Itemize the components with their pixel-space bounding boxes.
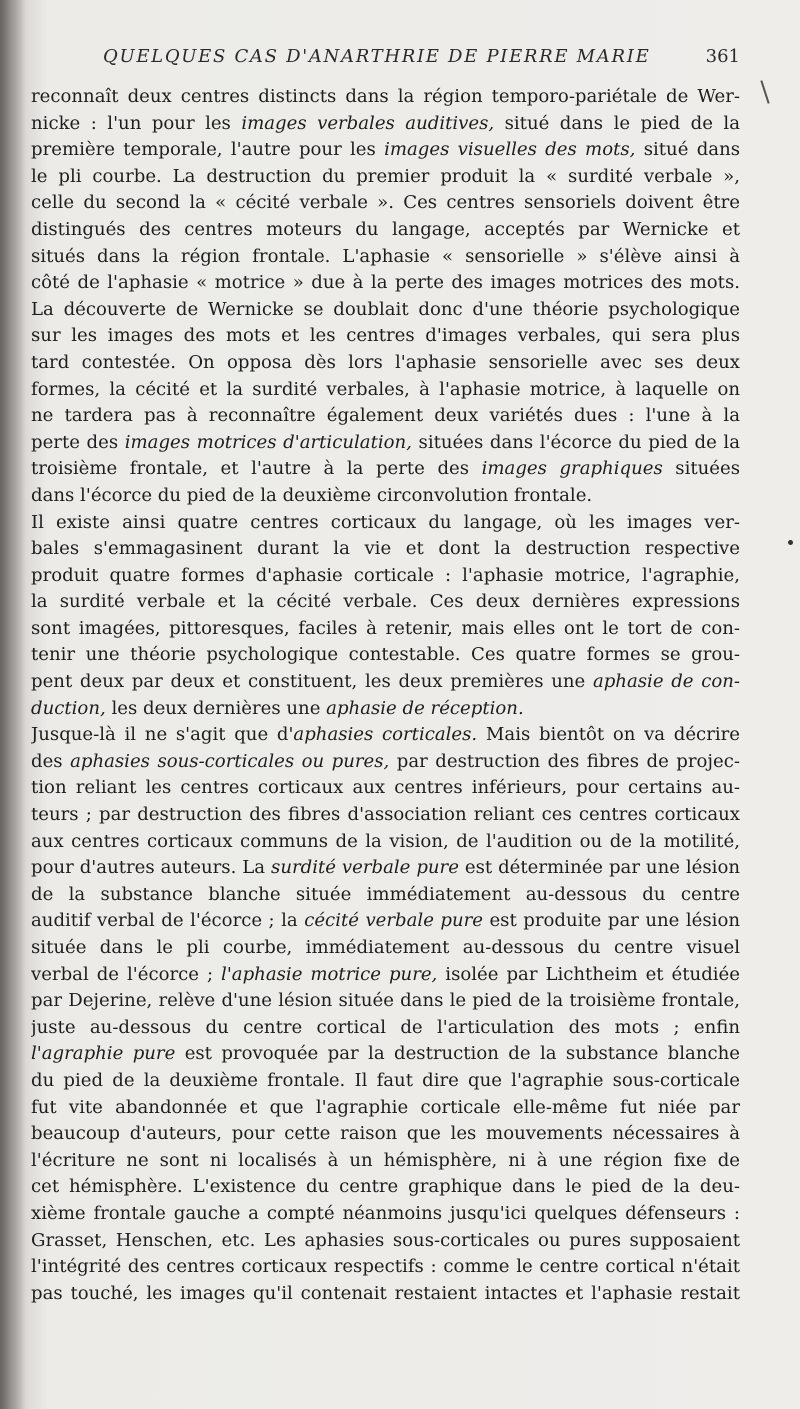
text-line xyxy=(31,1068,740,1095)
text-segment: par destruction des fibres de projec- xyxy=(389,750,740,772)
text-segment: fut vite abandonnée et que l'agraphie corticale elle-même fut niée par xyxy=(31,1096,740,1118)
text-segment: ne tardera pas à reconnaître également deux variétés dues : l'une à la xyxy=(31,405,740,427)
text-line xyxy=(31,1095,740,1122)
text-line xyxy=(31,164,740,191)
text-segment: dans l'écorce du pied de la deuxième circonvolution frontale. xyxy=(31,484,593,506)
text-segment: reconnaît deux centres distincts dans la région temporo-pariétale de Wer- xyxy=(31,86,740,107)
text-segment: Il existe ainsi quatre centres corticaux du langage, où les images ver- xyxy=(31,511,740,533)
text-segment: du pied de la deuxième frontale. Il faut dire que l'agraphie sous-corticale xyxy=(31,1069,740,1091)
italic-text-segment: images graphiques xyxy=(481,458,663,480)
text-segment: des xyxy=(31,750,71,772)
text-segment: bales s'emmagasinent durant la vie et dont la destruction respective xyxy=(31,538,740,560)
text-line xyxy=(31,642,740,669)
italic-text-segment: l'aphasie motrice pure, xyxy=(221,963,438,985)
italic-text-segment: images visuelles des mots, xyxy=(384,139,636,161)
text-segment: beaucoup d'auteurs, pour cette raison que les mouvements nécessaires à xyxy=(31,1123,740,1145)
text-segment: aux centres corticaux communs de la vision, de l'audition ou de la motilité, xyxy=(31,830,740,852)
text-segment: juste au-dessous du centre cortical de l'articulation des mots ; enfin xyxy=(31,1016,740,1038)
text-segment: sont imagées, pittoresques, faciles à retenir, mais elles ont le tort de con- xyxy=(31,617,740,639)
text-line xyxy=(31,244,740,271)
pencil-mark xyxy=(760,80,769,103)
text-segment: pour d'autres auteurs. La xyxy=(31,857,272,879)
text-line xyxy=(31,908,740,935)
text-line xyxy=(31,802,740,829)
text-line xyxy=(31,350,740,377)
text-line xyxy=(31,775,740,802)
text-segment: située dans le pli courbe, immédiatement au-dessous du centre visuel xyxy=(31,937,740,958)
text-line xyxy=(31,1281,740,1308)
italic-text-segment: cécité verbale pure xyxy=(304,910,483,932)
italic-text-segment: surdité verbale pure xyxy=(271,857,459,879)
body-text xyxy=(31,84,740,1307)
text-segment: tenir une théorie psychologique contestable. Ces quatre formes se grou- xyxy=(31,644,740,666)
text-segment: tard contestée. On opposa dès lors l'aphasie sensorielle avec ses deux xyxy=(31,351,740,373)
text-line xyxy=(31,111,740,138)
italic-text-segment: l'agraphie pure xyxy=(31,1043,176,1065)
text-line xyxy=(31,616,740,643)
text-segment: auditif verbal de l'écorce ; la xyxy=(31,910,305,932)
text-line xyxy=(31,377,740,404)
text-segment: situé dans xyxy=(635,139,740,161)
text-segment: pent deux par deux et constituent, les deux premières une xyxy=(31,671,593,693)
text-segment: est déterminée par une lésion xyxy=(458,857,740,879)
text-line xyxy=(31,988,740,1015)
text-segment: côté de l'aphasie « motrice » due à la perte des images motrices des mots. xyxy=(31,272,740,294)
text-segment: La découverte de Wernicke se doublait donc d'une théorie psychologique xyxy=(31,298,740,320)
text-segment: pas touché, les images qu'il contenait restaient intactes et l'aphasie restait xyxy=(31,1282,740,1304)
text-line xyxy=(31,722,740,749)
text-segment: la surdité verbale et la cécité verbale. Ces deux dernières expressions xyxy=(31,591,740,613)
text-segment: isolée par Lichtheim et étudiée xyxy=(437,963,740,985)
italic-text-segment: images verbales auditives, xyxy=(241,112,495,134)
text-segment: le pli courbe. La destruction du premier produit la « surdité verbale », xyxy=(31,165,740,187)
text-line xyxy=(31,669,740,696)
text-line xyxy=(31,270,740,297)
text-segment: Grasset, Henschen, etc. Les aphasies sous-corticales ou pures supposaient xyxy=(31,1229,740,1251)
italic-text-segment: aphasies sous-corticales ou pures, xyxy=(70,750,390,772)
text-line xyxy=(31,935,740,962)
text-line xyxy=(31,962,740,989)
text-segment: l'intégrité des centres corticaux respectifs : comme le centre cortical n'était xyxy=(31,1256,740,1278)
text-segment: tion reliant les centres corticaux aux centres inférieurs, pour certains au- xyxy=(31,777,740,799)
text-segment: troisième frontale, et l'autre à la perte des xyxy=(31,458,482,480)
text-line xyxy=(31,1201,740,1228)
text-segment: xième frontale gauche a compté néanmoins jusqu'ici quelques défenseurs : xyxy=(31,1202,740,1224)
text-line xyxy=(31,855,740,882)
text-segment: est provoquée par la destruction de la substance blanche xyxy=(175,1043,740,1065)
text-segment: l'écriture ne sont ni localisés à un hémisphère, ni à une région fixe de xyxy=(31,1149,740,1171)
text-segment: Mais bientôt on va décrire xyxy=(477,724,740,746)
text-line xyxy=(31,217,740,244)
text-segment: produit quatre formes d'aphasie corticale : l'aphasie motrice, l'agraphie, xyxy=(31,564,740,586)
text-segment: sur les images des mots et les centres d'images verbales, qui sera plus xyxy=(31,325,740,347)
italic-text-segment: aphasie de réception. xyxy=(326,697,524,719)
text-line xyxy=(31,749,740,776)
text-segment: de la substance blanche située immédiatement au-dessous du centre xyxy=(31,883,740,905)
text-segment: situés dans la région frontale. L'aphasie « sensorielle » s'élève ainsi à xyxy=(31,245,740,267)
text-line xyxy=(31,1041,740,1068)
text-segment: teurs ; par destruction des fibres d'association reliant ces centres corticaux xyxy=(31,804,740,826)
text-line xyxy=(31,510,740,537)
page-number: 361 xyxy=(705,46,740,67)
text-line xyxy=(31,430,740,457)
ink-spot xyxy=(788,540,793,545)
text-line xyxy=(31,696,740,723)
text-line xyxy=(31,589,740,616)
italic-text-segment: aphasies corticales. xyxy=(293,724,478,746)
text-line xyxy=(31,563,740,590)
binding-shadow xyxy=(0,0,26,1409)
text-segment: formes, la cécité et la surdité verbales, à l'aphasie motrice, à laquelle on xyxy=(31,378,740,400)
text-line xyxy=(31,1148,740,1175)
text-line xyxy=(31,1121,740,1148)
running-title: QUELQUES CAS D'ANARTHRIE DE PIERRE MARIE xyxy=(103,46,651,67)
text-segment: cet hémisphère. L'existence du centre graphique dans le pied de la deu- xyxy=(31,1176,740,1198)
text-segment: Jusque-là il ne s'agit que d' xyxy=(31,724,294,746)
text-line xyxy=(31,84,740,111)
text-line xyxy=(31,1015,740,1042)
text-segment: situées dans l'écorce du pied de la xyxy=(411,431,740,453)
text-line xyxy=(31,483,740,510)
italic-text-segment: duction, xyxy=(31,697,106,719)
text-line xyxy=(31,882,740,909)
text-line xyxy=(31,403,740,430)
text-segment: nicke : l'un pour les xyxy=(31,112,242,134)
text-segment: distingués des centres moteurs du langage, acceptés par Wernicke et xyxy=(31,218,740,240)
text-segment: verbal de l'écorce ; xyxy=(31,963,222,985)
text-line xyxy=(31,297,740,324)
text-line xyxy=(31,829,740,856)
text-line xyxy=(31,323,740,350)
page-header xyxy=(103,46,763,72)
text-line xyxy=(31,1174,740,1201)
text-line xyxy=(31,1228,740,1255)
text-segment: perte des xyxy=(31,431,125,453)
text-line xyxy=(31,190,740,217)
italic-text-segment: aphasie de con- xyxy=(592,671,740,693)
text-segment: est produite par une lésion xyxy=(482,910,740,932)
text-line xyxy=(31,1254,740,1281)
text-segment: les deux dernières une xyxy=(105,697,327,719)
text-segment: par Dejerine, relève d'une lésion située dans le pied de la troisième frontale, xyxy=(31,990,740,1012)
text-segment: situé dans le pied de la xyxy=(494,112,740,134)
text-line xyxy=(31,137,740,164)
text-segment: situées xyxy=(662,458,740,480)
text-segment: première temporale, l'autre pour les xyxy=(31,139,385,161)
text-line xyxy=(31,536,740,563)
text-line xyxy=(31,456,740,483)
text-segment: celle du second la « cécité verbale ». Ces centres sensoriels doivent être xyxy=(31,192,740,214)
italic-text-segment: images motrices d'articulation, xyxy=(124,431,412,453)
